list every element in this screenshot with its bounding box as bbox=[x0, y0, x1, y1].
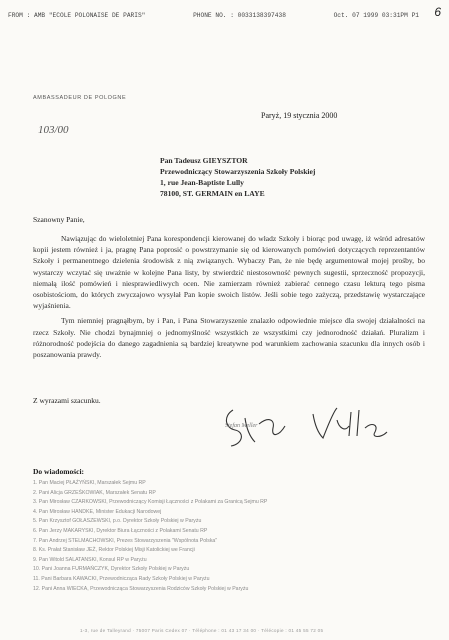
list-item: 9. Pan Witold SALATANSKI, Konsul RP w Paryżu bbox=[33, 556, 147, 563]
list-item: 3. Pan Mirosław CZARKOWSKI, Przewodniczący Komisji Łączności z Polakami za Granicą Sejmu RP bbox=[33, 499, 268, 506]
list-item: 5. Pan Krzysztof GOŁASZEWSKI, p.o. Dyrektor Szkoły Polskiej w Paryżu bbox=[33, 518, 202, 525]
recipient-city: 78100, ST. GERMAIN en LAYE bbox=[160, 189, 265, 198]
list-item: 10. Pani Joanna FURMAŃCZYK, Dyrektor Szkoły Polskiej w Paryżu bbox=[33, 566, 190, 573]
list-item: 11. Pani Barbara KAWACKI, Przewodnicząca Rady Szkoły Polskiej w Paryżu bbox=[33, 575, 210, 582]
fax-from: FROM : AMB "ECOLE POLONAISE DE PARIS" bbox=[8, 12, 146, 19]
body-paragraph: Nawiązując do wieloletniej Pana korespondencji kierowanej do władz Szkoły i biorąc pod uwagę, iż wśród adresatów kopii jestem również i ja, pragnę Pana poprosić o powstrzymanie się od kierowanych pomówień dotyczących reprezentantów Szkoły i permanentnego dzielenia środowisk z nią związanych. Wybaczy Pan, że nie będę argumentował mojej prośby, bo wystarczy wczytać się uważnie w kolejne Pana listy, by stwierdzić niestosowność pewnych sugestii, sprzeczność propozycji, niemałą ilość pomówień i niesprawiedliwych ocen. Nie zamierzam również zabierać cennego czasu lekturą tego pisma osobistościom, do których zwyczajowo wysyłał Pan kopie swoich listów. Jeśli sobie tego zażyczą, przedstawię wystarczające wyjaśnienia. bbox=[33, 234, 425, 311]
letter-body bbox=[33, 233, 425, 360]
cc-list bbox=[33, 479, 433, 594]
fax-datetime: Oct. 07 1999 03:31PM P1 bbox=[333, 12, 419, 19]
list-item: 7. Pan Andrzej STELMACHOWSKI, Prezes Stowarzyszenia "Wspólnota Polska" bbox=[33, 537, 218, 544]
fax-header bbox=[8, 12, 419, 19]
greeting: Szanowny Panie, bbox=[33, 215, 85, 224]
list-item: 8. Ks. Prałat Stanisław JEŻ, Rektor Polskiej Misji Katolickiej we Francji bbox=[33, 547, 195, 554]
recipient-name: Pan Tadeusz GIEYSZTOR bbox=[160, 156, 248, 165]
letter-footer: 1-3, rue de Talleyrand · 75007 Paris Cedex 07 · Téléphone : 01 43 17 34 00 · Télécopie : 01 45 55 72 05 bbox=[80, 628, 324, 633]
cc-title: Do wiadomości: bbox=[33, 467, 85, 476]
date-line: Paryż, 19 stycznia 2000 bbox=[261, 111, 338, 120]
recipient-street: 1, rue Jean-Baptiste Lully bbox=[160, 178, 244, 187]
list-item: 12. Pani Anna WIECKA, Przewodnicząca Stowarzyszenia Rodziców Szkoły Polskiej w Paryżu bbox=[33, 585, 249, 592]
list-item: 6. Pan Jerzy MAKARYSKI, Dyrektor Biura Łączności z Polakami Senatu RP bbox=[33, 527, 208, 534]
closing: Z wyrazami szacunku. bbox=[33, 396, 101, 405]
recipient-address bbox=[160, 155, 315, 199]
body-paragraph: Tym niemniej pragnąłbym, by i Pan, i Pana Stowarzyszenie znalazło odpowiednie miejsce dla swojej działalności na rzecz Szkoły. Nie chodzi bynajmniej o jednomyślność wszystkich ze wszystkimi czy jednorodność działań. Pluralizm i różnorodność podejścia do danego zagadnienia są bardziej kreatywne pod warunkiem zachowania szacunku dla innych osób i poszanowania prawdy. bbox=[33, 316, 425, 360]
letterhead: AMBASSADEUR DE POLOGNE bbox=[33, 95, 127, 101]
reference-number: 103/00 bbox=[38, 124, 69, 136]
list-item: 1. Pan Maciej PŁAŻYŃSKI, Marszałek Sejmu RP bbox=[33, 480, 146, 486]
fax-page-mark: 6 bbox=[434, 5, 441, 19]
fax-phone: PHONE NO. : 0033138397438 bbox=[193, 12, 286, 19]
list-item: 2. Pani Alicja GRZEŚKOWIAK, Marszałek Senatu RP bbox=[33, 489, 156, 496]
list-item: 4. Pan Mirosław HANDKE, Minister Edukacji Narodowej bbox=[33, 508, 162, 515]
signature-caption: Stefan Meller bbox=[225, 423, 258, 429]
recipient-role: Przewodniczący Stowarzyszenia Szkoły Polskiej bbox=[160, 167, 316, 176]
